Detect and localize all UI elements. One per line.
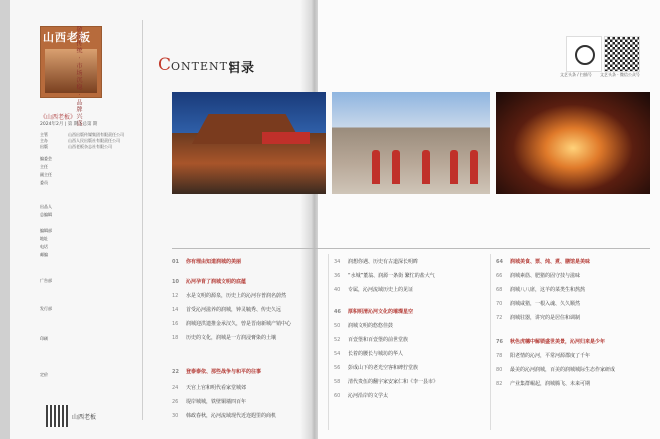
toc-entry[interactable]: 52 百壹堡和百壹堡的前世堂族 <box>334 337 409 343</box>
toc-column-divider <box>328 254 329 430</box>
toc-entry[interactable]: 72 润城驻器，讲究的是居住和调制 <box>496 315 581 321</box>
toc-entry[interactable]: 30 韩政春秋，沁河流域现代近迩遐里的商机 <box>172 413 277 419</box>
info-row: 出品人 <box>40 204 52 209</box>
info-row: 广告部 <box>40 278 52 283</box>
toc-entry[interactable]: 58 清代贵伍的翻宇家安家仁和《李一县市》 <box>334 379 439 385</box>
toc-entry[interactable]: 76 秋色虎穗中解锁盛世美景，沁河归来是少年 <box>496 339 606 345</box>
toc-entry[interactable]: 68 润城八八席，这羊的菜类生和熬熬 <box>496 287 586 293</box>
masthead-divider <box>142 20 143 420</box>
photo-fireworks <box>496 92 650 194</box>
toc-entry[interactable]: 01 你有理由知道润城的美丽 <box>172 259 242 265</box>
info-row: 发行部 <box>40 306 52 311</box>
info-row: 印刷 <box>40 336 48 341</box>
toc-entry[interactable]: 34 润想你遇、历史有古道深长明眸 <box>334 259 419 265</box>
photo-temple-night <box>172 92 326 194</box>
cover-title: 山西老板 <box>43 31 91 44</box>
info-row: 定价 <box>40 372 48 377</box>
toc-entry[interactable]: 18 历史的文化，润城是一方润浸膏染的土壤 <box>172 335 277 341</box>
qr-code-icon <box>604 36 640 72</box>
qr-caption: 文艺头条 / 扫描号 <box>560 72 592 77</box>
info-row: 主任 <box>40 164 48 169</box>
info-row: 总编辑 <box>40 212 52 217</box>
info-row: 副主任 <box>40 172 52 177</box>
toc-entry[interactable]: 56 彭成山下的老光空客和碑狞堂族 <box>334 365 419 371</box>
page-edge-shadow <box>0 0 10 439</box>
vertical-slogan: 敬报传统 · 市场沉稳 · 品牌兴盛 <box>75 26 82 128</box>
cover-photo <box>45 49 97 93</box>
dancer-figure <box>392 150 400 184</box>
wechat-account-badge-icon <box>566 36 602 72</box>
info-row: 委员 <box>40 180 48 185</box>
dancer-figure <box>450 150 458 184</box>
masthead-cover <box>40 26 138 98</box>
contents-heading: CONTENTS <box>158 55 237 75</box>
dancer-figure <box>422 150 430 184</box>
toc-entry[interactable]: 12 水是文明的源泉，历史上的沁河存普润名蔚然 <box>172 293 287 299</box>
toc-column-divider <box>490 254 491 430</box>
photo-street-dancers <box>332 92 490 194</box>
info-row: 电话 <box>40 244 48 249</box>
toc-entry[interactable]: 64 润城美食、票、炖、煮、膳馆是美味 <box>496 259 591 265</box>
qr-code-icon <box>46 405 68 427</box>
toc-top-rule <box>172 248 650 249</box>
mulu-heading: 目录 <box>228 61 255 76</box>
toc-entry[interactable]: 60 沁河沿岸的文学太 <box>334 393 389 399</box>
toc-entry[interactable]: 24 天官上官和明代看家堂城郊 <box>172 385 247 391</box>
info-row: 邮编 <box>40 252 48 257</box>
toc-entry[interactable]: 80 最美的沁河润城，百美的润城城际生态作家研成 <box>496 367 616 373</box>
info-row: 主管 山西出版传媒集团有限责任公司 <box>40 132 124 137</box>
toc-entry[interactable]: 16 润城迎洪遗推金承汉久，曾是晋南新城产销中心 <box>172 321 292 327</box>
dancer-figure <box>372 150 380 184</box>
toc-entry[interactable]: 70 润城咸猪，一根入魂、久久顺然 <box>496 301 581 307</box>
magazine-name-tag: 《山西老板》 <box>40 114 77 121</box>
info-row: 编辑部 <box>40 228 52 233</box>
toc-entry[interactable]: 82 产业集群崛起，润城腾飞、未来可期 <box>496 381 591 387</box>
magazine-cover-thumbnail <box>40 26 102 98</box>
toc-entry[interactable]: 78 阳老情的沁河，平常河源郡度了千年 <box>496 353 591 359</box>
issue-info: 2024年2月 | 第 期 | 总第 期 <box>40 122 98 127</box>
toc-entry[interactable]: 54 长着的腰长与城坊的华人 <box>334 351 404 357</box>
toc-entry[interactable]: 14 首受沁河滋养的润城，钟灵毓秀、传史久远 <box>172 307 282 313</box>
toc-entry[interactable]: 50 润城文明的悠悠佳鼓 <box>334 323 394 329</box>
info-row: 编委会 <box>40 156 52 161</box>
info-row: 出版 山西老板杂志社有限公司 <box>40 144 112 149</box>
lantern-sign <box>262 132 310 144</box>
toc-entry[interactable]: 40 专属，沁河流域历史上的见证 <box>334 287 414 293</box>
info-row: 主办 山西人民出版社有限责任公司 <box>40 138 120 143</box>
info-row: 地址 <box>40 236 48 241</box>
toc-entry[interactable]: 22 登泰泰依、那些战争与和平的往事 <box>172 369 262 375</box>
dancer-figure <box>470 150 478 184</box>
qr-caption: 文艺头条 · 微信公众号 <box>600 72 640 77</box>
toc-entry[interactable]: 46 厚积明清沁河文化的璀璨星空 <box>334 309 414 315</box>
toc-entry[interactable]: 26 堤岸城城，铁壁铜墙四百年 <box>172 399 247 405</box>
toc-entry[interactable]: 66 润城素筋、肥猪的固守技与滋味 <box>496 273 581 279</box>
footer-logo: 山西老板 <box>72 414 97 421</box>
toc-entry[interactable]: 36 “水城”董翁、润源一条街 繁忙的盐大气 <box>334 273 435 279</box>
toc-entry[interactable]: 10 沁河孕育了润城文明的底蕴 <box>172 279 247 285</box>
